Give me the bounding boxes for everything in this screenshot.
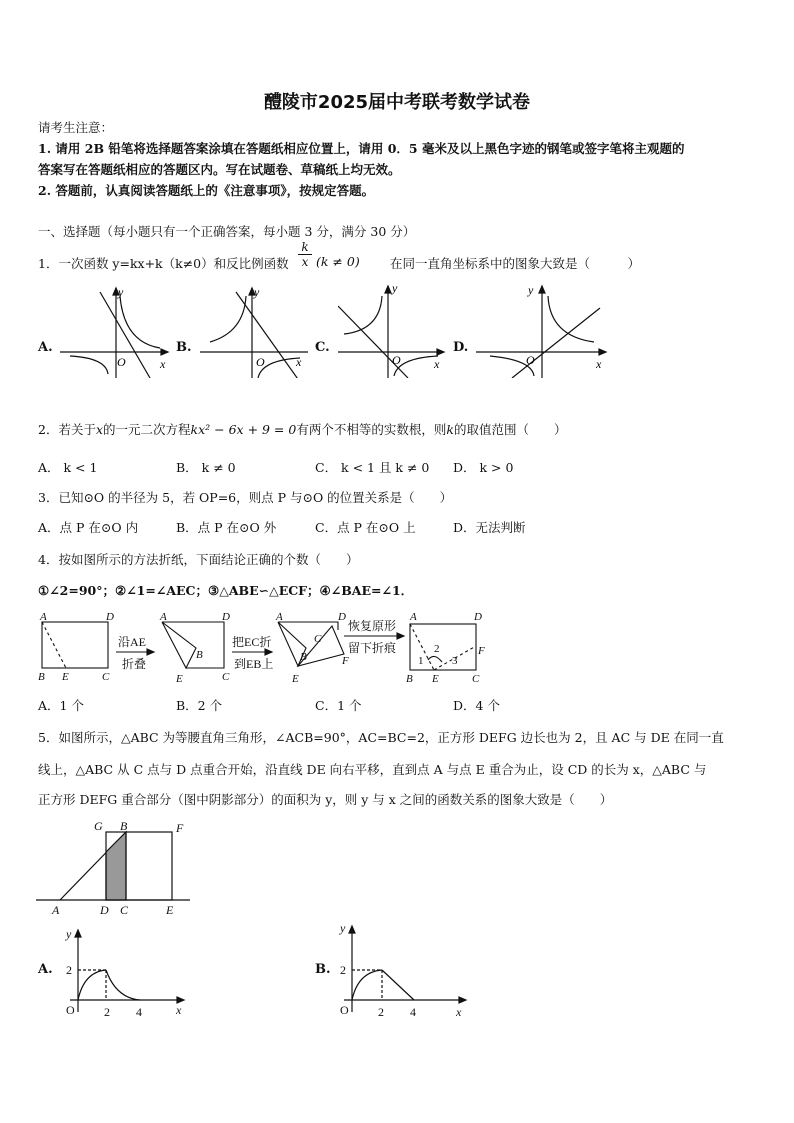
question-3: 3．已知⊙O 的半径为 5，若 OP=6，则点 P 与⊙O 的位置关系是（ ） <box>38 490 453 505</box>
q1-option-b-label: B. <box>176 340 192 355</box>
label-e: E <box>432 673 439 685</box>
axis-y-label: y <box>254 285 260 299</box>
angle-2-label: 2 <box>434 643 440 655</box>
hyperbola-branch-1 <box>210 296 246 342</box>
hyperbola-branch-1 <box>120 296 160 348</box>
q3-option-d: D．无法判断 <box>453 520 526 535</box>
arrow-3-bottom-label: 留下折痕 <box>348 641 397 655</box>
panel-4-angle-arc <box>428 656 442 662</box>
shaded-overlap <box>106 832 126 900</box>
label-a: A <box>40 611 47 623</box>
q5-figure <box>36 816 192 916</box>
q2-option-c: C． k < 1 且 k ≠ 0 <box>315 460 430 475</box>
origin-label: O <box>392 353 401 367</box>
label-a: A <box>276 611 283 623</box>
label-c: C <box>120 903 129 916</box>
label-d: D <box>474 611 482 623</box>
hyperbola-branch-2 <box>70 356 108 374</box>
question-5-line-2: 线上，△ABC 从 C 点与 D 点重合开始，沿直线 DE 向右平移，直到点 A 与点 E 重合为止，设 CD 的长为 x，△ABC 与 <box>38 762 707 777</box>
q1-graph-a <box>60 282 172 378</box>
q3-option-c: C．点 P 在⊙O 上 <box>315 520 416 535</box>
question-5-line-3: 正方形 DEFG 重合部分（图中阴影部分）的面积为 y，则 y 与 x 之间的函数关系的图象大致是（ ） <box>38 792 613 807</box>
q1-option-c-label: C. <box>315 340 330 355</box>
arrow-1-bottom-label: 折叠 <box>122 657 147 671</box>
notice-item-1-line-2: 答案写在答题纸相应的答题区内。写在试题卷、草稿纸上均无效。 <box>38 162 401 177</box>
axis-x-label: x <box>456 1005 462 1019</box>
x-axis-arrow <box>437 349 444 355</box>
line-graph <box>338 306 408 378</box>
origin-label: O <box>340 1003 349 1017</box>
line-falling <box>382 970 414 1000</box>
label-f: F <box>342 655 349 667</box>
arrow-2-bottom-label: 到EB上 <box>234 657 274 671</box>
label-c: C <box>472 673 480 685</box>
notice-item-2: 2. 答题前，认真阅读答题纸上的《注意事项》，按规定答题。 <box>38 183 375 198</box>
q1-frac-numerator: k <box>298 240 312 255</box>
tick-x-4: 4 <box>136 1005 142 1019</box>
label-c: C <box>102 671 110 683</box>
axis-x-label: x <box>160 357 166 371</box>
label-c: C <box>314 633 322 645</box>
x-axis-arrow <box>599 349 606 355</box>
tick-x-2: 2 <box>104 1005 110 1019</box>
axis-y-label: y <box>392 282 398 295</box>
question-2 <box>38 420 566 440</box>
panel-1-fold-line <box>42 622 66 668</box>
x-axis-arrow <box>459 997 466 1003</box>
curve-rising <box>352 970 382 1000</box>
label-b: B <box>120 819 128 833</box>
notice-item-1-line-1: 1. 请用 2B 铅笔将选择题答案涂填在答题纸相应位置上，请用 0．5 毫米及以上黑色字迹的钢笔或签字笔将主观题的 <box>38 141 685 156</box>
label-d: D <box>106 611 114 623</box>
origin-label: O <box>256 355 265 369</box>
axis-y-label: y <box>66 927 72 941</box>
panel-1-rectangle <box>42 622 108 668</box>
axis-y-label: y <box>340 921 346 935</box>
q1-option-d-label: D. <box>453 340 469 355</box>
origin-label: O <box>117 355 126 369</box>
q5-graph-a <box>58 924 188 1020</box>
q5-option-a-label: A. <box>38 962 53 977</box>
x-axis-arrow <box>161 349 168 355</box>
axis-x-label: x <box>596 357 602 371</box>
line-graph <box>512 308 600 378</box>
axis-y-label: y <box>528 283 534 297</box>
label-e: E <box>292 673 299 685</box>
label-b: B <box>38 671 45 683</box>
arrow-2-head <box>265 649 272 655</box>
q2-option-d: D． k > 0 <box>453 460 514 475</box>
question-4: 4．按如图所示的方法折纸，下面结论正确的个数（ ） <box>38 552 359 567</box>
q4-option-b: B．2 个 <box>176 698 223 713</box>
q2-text-c: 有两个不相等的实数根，则 <box>296 422 447 437</box>
q1-graph-c <box>338 282 450 378</box>
arrow-3-top-label: 恢复原形 <box>348 619 397 633</box>
origin-label: O <box>66 1003 75 1017</box>
label-e: E <box>166 903 174 916</box>
origin-label: O <box>526 353 535 367</box>
q1-frac-denominator: x <box>301 255 309 269</box>
label-g: G <box>94 819 103 833</box>
q2-var-k: k <box>446 422 454 437</box>
q3-option-a: A．点 P 在⊙O 内 <box>38 520 139 535</box>
label-c: C <box>222 671 230 683</box>
arrow-1-head <box>147 649 154 655</box>
label-d: D <box>100 903 109 916</box>
label-d: D <box>222 611 230 623</box>
q2-text-b: 的一元二次方程 <box>103 422 191 437</box>
label-b: B <box>406 673 413 685</box>
axis-x-label: x <box>296 355 302 369</box>
arrow-2-top-label: 把EC折 <box>232 635 272 649</box>
y-axis-arrow <box>539 286 545 293</box>
q2-text-d: 的取值范围（ ） <box>453 422 567 437</box>
label-f: F <box>176 821 184 835</box>
q1-graph-d <box>476 282 608 378</box>
label-f: F <box>478 645 485 657</box>
label-d: D <box>338 611 346 623</box>
y-axis-arrow <box>75 930 81 937</box>
label-a: A <box>410 611 417 623</box>
angle-3-label: 3 <box>452 655 458 667</box>
q2-var-x: x <box>95 422 104 437</box>
arrow-3-head <box>397 633 404 639</box>
label-b: B <box>196 649 203 661</box>
page-title: 醴陵市2025届中考联考数学试卷 <box>263 92 531 113</box>
q2-text-a: 2．若关于 <box>38 422 96 437</box>
y-axis-arrow <box>349 926 355 933</box>
section-heading: 一、选择题（每小题只有一个正确答案，每小题 3 分，满分 30 分） <box>38 224 416 239</box>
curve-falling <box>106 970 140 1000</box>
angle-1-label: 1 <box>418 655 424 667</box>
question-5-line-1: 5．如图所示，△ABC 为等腰直角三角形，∠ACB=90°，AC=BC=2，正方形 DEFG 边长也为 2，且 AC 与 DE 在同一直 <box>38 730 724 745</box>
q4-option-d: D．4 个 <box>453 698 500 713</box>
q2-option-b: B． k ≠ 0 <box>176 460 236 475</box>
tick-x-2: 2 <box>378 1005 384 1019</box>
q4-statements: ①∠2=90°；②∠1=∠AEC；③△ABE∽△ECF；④∠BAE=∠1． <box>38 583 414 598</box>
curve-rising <box>78 970 106 1000</box>
notice-heading: 请考生注意： <box>38 120 114 135</box>
tick-y-2: 2 <box>340 963 346 977</box>
label-e: E <box>62 671 69 683</box>
q2-equation: kx² − 6x + 9 = 0 <box>190 422 297 437</box>
axis-x-label: x <box>434 357 440 371</box>
y-axis-arrow <box>385 286 391 293</box>
q5-graph-b <box>334 920 470 1020</box>
label-e: E <box>176 673 183 685</box>
q1-frac-condition: (k ≠ 0) <box>316 254 360 269</box>
tick-y-2: 2 <box>66 963 72 977</box>
label-a: A <box>52 903 60 916</box>
axis-x-label: x <box>176 1003 182 1017</box>
arrow-1-top-label: 沿AE <box>118 635 146 649</box>
hyperbola-branch-1 <box>344 296 382 334</box>
q4-option-c: C．1 个 <box>315 698 362 713</box>
question-1-text-a: 1．一次函数 y=kx+k（k≠0）和反比例函数 <box>38 256 289 271</box>
axis-y-label: y <box>118 285 124 299</box>
q4-folding-figure <box>36 608 506 688</box>
q1-option-a-label: A. <box>38 340 53 355</box>
question-1-text-b: 在同一直角坐标系中的图象大致是（ ） <box>390 256 641 271</box>
q2-option-a: A． k < 1 <box>38 460 98 475</box>
q5-option-b-label: B. <box>315 962 331 977</box>
q1-graph-b <box>200 282 312 378</box>
label-a: A <box>160 611 167 623</box>
tick-x-4: 4 <box>410 1005 416 1019</box>
q4-option-a: A．1 个 <box>38 698 84 713</box>
panel-2-folded-triangle <box>162 622 196 668</box>
label-b: B <box>300 651 307 663</box>
q3-option-b: B．点 P 在⊙O 外 <box>176 520 277 535</box>
